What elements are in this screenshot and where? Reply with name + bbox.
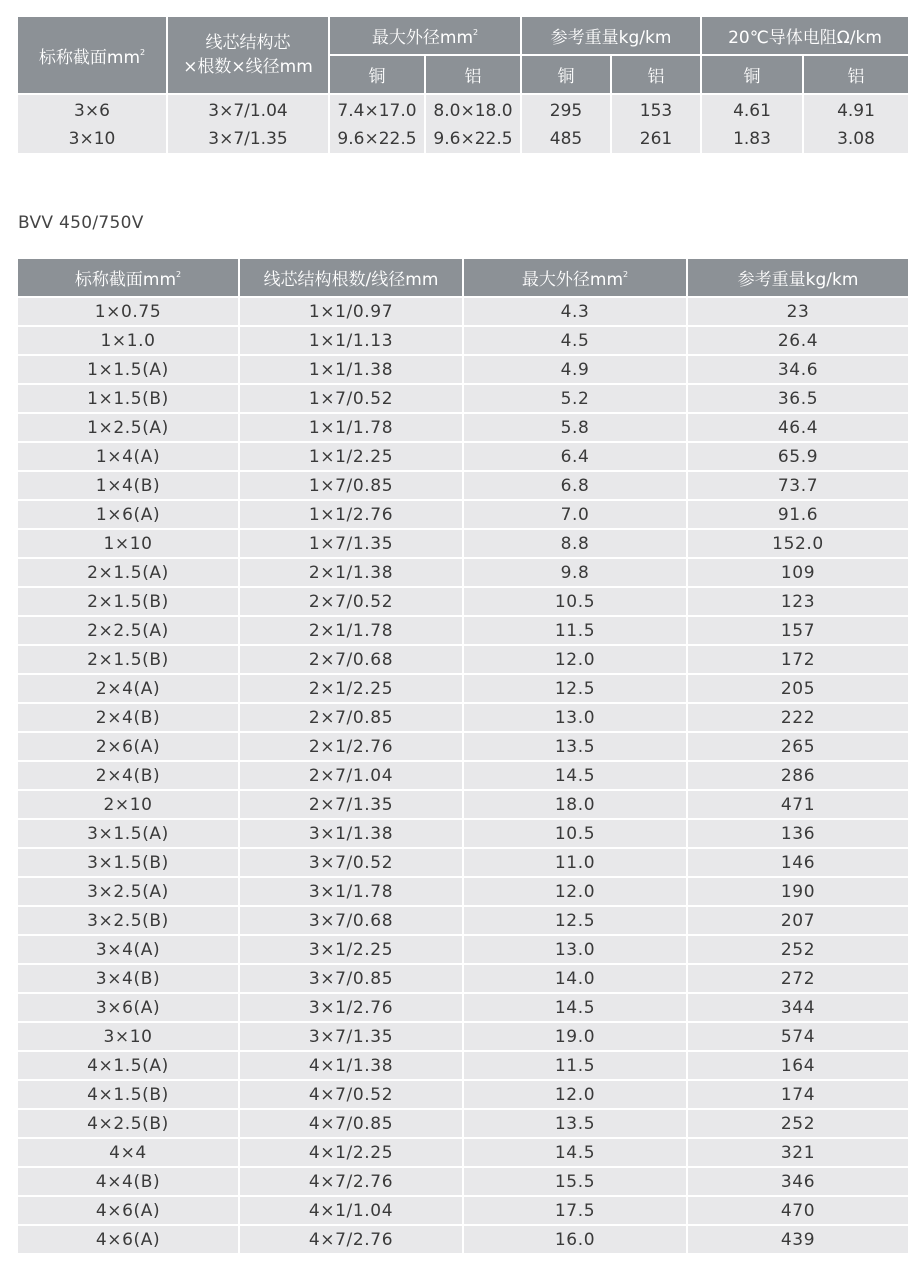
cell-nominal-section: 2×4(B) [18, 760, 240, 789]
cell-nominal-section: 3×6 [18, 95, 168, 125]
cell-reference-weight: 321 [688, 1137, 908, 1166]
cell-reference-weight: 136 [688, 818, 908, 847]
table-row [18, 731, 908, 760]
table-row [18, 818, 908, 847]
cell-reference-weight: 286 [688, 760, 908, 789]
cell-weight-copper: 295 [522, 95, 612, 125]
table-row [18, 412, 908, 441]
cell-core-structure: 2×1/2.25 [240, 673, 464, 702]
cell-core-structure: 4×7/2.76 [240, 1224, 464, 1253]
cell-max-outer-diameter: 11.5 [464, 615, 688, 644]
cell-nominal-section: 2×1.5(B) [18, 644, 240, 673]
subheader-resistance-copper: 铜 [702, 56, 804, 95]
cell-max-outer-diameter: 9.8 [464, 557, 688, 586]
header-reference-weight: 参考重量kg/km [522, 17, 702, 56]
cell-reference-weight: 73.7 [688, 470, 908, 499]
cell-core-structure: 3×7/0.85 [240, 963, 464, 992]
cell-nominal-section: 2×10 [18, 789, 240, 818]
cell-core-structure: 2×7/1.04 [240, 760, 464, 789]
cell-core-structure: 1×1/0.97 [240, 296, 464, 325]
table-row [18, 789, 908, 818]
header-reference-weight: 参考重量kg/km [688, 259, 908, 296]
cell-nominal-section: 1×4(B) [18, 470, 240, 499]
cell-reference-weight: 344 [688, 992, 908, 1021]
cell-nominal-section: 1×6(A) [18, 499, 240, 528]
table-row [18, 673, 908, 702]
cell-core-structure: 1×1/1.78 [240, 412, 464, 441]
cell-max-outer-diameter: 14.5 [464, 992, 688, 1021]
cell-od-aluminum: 9.6×22.5 [426, 125, 522, 153]
table-row [18, 586, 908, 615]
cell-nominal-section: 3×2.5(B) [18, 905, 240, 934]
cell-max-outer-diameter: 10.5 [464, 818, 688, 847]
table-row [18, 876, 908, 905]
cell-weight-aluminum: 261 [612, 125, 702, 153]
cell-reference-weight: 470 [688, 1195, 908, 1224]
cable-spec-table-bvv [18, 259, 908, 1253]
cell-max-outer-diameter: 17.5 [464, 1195, 688, 1224]
table-row [18, 963, 908, 992]
cell-core-structure: 1×1/1.13 [240, 325, 464, 354]
cell-reference-weight: 222 [688, 702, 908, 731]
cell-nominal-section: 3×1.5(A) [18, 818, 240, 847]
cell-nominal-section: 3×1.5(B) [18, 847, 240, 876]
cell-nominal-section: 3×10 [18, 1021, 240, 1050]
cell-resistance-copper: 4.61 [702, 95, 804, 125]
table-row [18, 470, 908, 499]
table-row [18, 441, 908, 470]
cell-max-outer-diameter: 10.5 [464, 586, 688, 615]
cell-max-outer-diameter: 13.0 [464, 702, 688, 731]
cell-max-outer-diameter: 14.0 [464, 963, 688, 992]
header-core-structure: 线芯结构根数/线径mm [240, 259, 464, 296]
cell-reference-weight: 146 [688, 847, 908, 876]
header-core-structure: 线芯结构芯 ×根数×线径mm [168, 17, 330, 95]
cell-core-structure: 1×7/1.35 [240, 528, 464, 557]
cell-core-structure: 2×7/1.35 [240, 789, 464, 818]
cell-resistance-copper: 1.83 [702, 125, 804, 153]
cell-core-structure: 4×1/1.38 [240, 1050, 464, 1079]
cell-nominal-section: 4×1.5(A) [18, 1050, 240, 1079]
cell-max-outer-diameter: 19.0 [464, 1021, 688, 1050]
table-row [18, 644, 908, 673]
table-row [18, 125, 908, 153]
cell-od-copper: 7.4×17.0 [330, 95, 426, 125]
cell-reference-weight: 207 [688, 905, 908, 934]
cell-core-structure: 3×1/1.78 [240, 876, 464, 905]
cell-core-structure: 4×7/0.85 [240, 1108, 464, 1137]
cell-core-structure: 2×7/0.52 [240, 586, 464, 615]
table-row [18, 1195, 908, 1224]
cell-nominal-section: 1×1.5(B) [18, 383, 240, 412]
table-row [18, 325, 908, 354]
cell-nominal-section: 1×0.75 [18, 296, 240, 325]
cell-reference-weight: 152.0 [688, 528, 908, 557]
cell-nominal-section: 3×4(B) [18, 963, 240, 992]
cell-core-structure: 1×7/0.52 [240, 383, 464, 412]
cell-max-outer-diameter: 12.0 [464, 1079, 688, 1108]
cell-nominal-section: 1×4(A) [18, 441, 240, 470]
cell-nominal-section: 3×6(A) [18, 992, 240, 1021]
cell-nominal-section: 3×4(A) [18, 934, 240, 963]
cell-core-structure: 3×7/1.35 [240, 1021, 464, 1050]
cell-reference-weight: 65.9 [688, 441, 908, 470]
cell-reference-weight: 471 [688, 789, 908, 818]
cell-reference-weight: 252 [688, 934, 908, 963]
header-max-outer-diameter: 最大外径$mm^2$ [464, 259, 688, 296]
cell-max-outer-diameter: 4.5 [464, 325, 688, 354]
subheader-weight-copper: 铜 [522, 56, 612, 95]
cell-core-structure: 2×7/0.68 [240, 644, 464, 673]
subheader-od-copper: 铜 [330, 56, 426, 95]
cell-nominal-section: 4×6(A) [18, 1224, 240, 1253]
cell-max-outer-diameter: 8.8 [464, 528, 688, 557]
table-row [18, 528, 908, 557]
cell-core-structure: 4×1/2.25 [240, 1137, 464, 1166]
table-row [18, 847, 908, 876]
cell-nominal-section: 2×1.5(A) [18, 557, 240, 586]
cell-core-structure: 4×1/1.04 [240, 1195, 464, 1224]
cell-nominal-section: 1×1.5(A) [18, 354, 240, 383]
header-nominal-section: 标称截面$mm^2$ [18, 259, 240, 296]
cell-max-outer-diameter: 11.5 [464, 1050, 688, 1079]
table-row [18, 1166, 908, 1195]
cell-resistance-aluminum: 4.91 [804, 95, 908, 125]
cell-reference-weight: 574 [688, 1021, 908, 1050]
cell-nominal-section: 3×10 [18, 125, 168, 153]
cell-max-outer-diameter: 13.0 [464, 934, 688, 963]
cell-reference-weight: 265 [688, 731, 908, 760]
table-row [18, 354, 908, 383]
cell-max-outer-diameter: 4.3 [464, 296, 688, 325]
cell-reference-weight: 109 [688, 557, 908, 586]
section-title: BVV 450/750V [18, 213, 144, 233]
cell-reference-weight: 46.4 [688, 412, 908, 441]
cell-reference-weight: 346 [688, 1166, 908, 1195]
cell-core-structure: 4×7/0.52 [240, 1079, 464, 1108]
cell-core-structure: 3×7/0.68 [240, 905, 464, 934]
cell-nominal-section: 4×4(B) [18, 1166, 240, 1195]
cell-reference-weight: 34.6 [688, 354, 908, 383]
cell-nominal-section: 3×2.5(A) [18, 876, 240, 905]
cell-nominal-section: 4×6(A) [18, 1195, 240, 1224]
table-row [18, 615, 908, 644]
cell-core-structure: 3×1/2.25 [240, 934, 464, 963]
cell-reference-weight: 439 [688, 1224, 908, 1253]
cell-max-outer-diameter: 4.9 [464, 354, 688, 383]
cell-weight-copper: 485 [522, 125, 612, 153]
cell-reference-weight: 205 [688, 673, 908, 702]
cell-max-outer-diameter: 6.8 [464, 470, 688, 499]
cell-reference-weight: 157 [688, 615, 908, 644]
cell-resistance-aluminum: 3.08 [804, 125, 908, 153]
cell-core-structure: 1×7/0.85 [240, 470, 464, 499]
cell-reference-weight: 190 [688, 876, 908, 905]
cell-core-structure: 2×7/0.85 [240, 702, 464, 731]
cable-spec-table-1 [18, 17, 908, 153]
cell-reference-weight: 252 [688, 1108, 908, 1137]
cell-nominal-section: 1×10 [18, 528, 240, 557]
table-row [18, 905, 908, 934]
cell-nominal-section: 1×2.5(A) [18, 412, 240, 441]
cell-od-aluminum: 8.0×18.0 [426, 95, 522, 125]
subheader-weight-aluminum: 铝 [612, 56, 702, 95]
cell-core-structure: 2×1/1.38 [240, 557, 464, 586]
cell-reference-weight: 123 [688, 586, 908, 615]
table-row [18, 992, 908, 1021]
cell-core-structure: 3×1/1.38 [240, 818, 464, 847]
cell-weight-aluminum: 153 [612, 95, 702, 125]
cell-core-structure: 3×7/1.35 [168, 125, 330, 153]
cell-nominal-section: 2×1.5(B) [18, 586, 240, 615]
cell-reference-weight: 272 [688, 963, 908, 992]
cell-max-outer-diameter: 12.5 [464, 905, 688, 934]
table-row [18, 1137, 908, 1166]
cell-max-outer-diameter: 11.0 [464, 847, 688, 876]
cell-reference-weight: 164 [688, 1050, 908, 1079]
cell-nominal-section: 4×2.5(B) [18, 1108, 240, 1137]
cell-max-outer-diameter: 12.0 [464, 644, 688, 673]
cell-od-copper: 9.6×22.5 [330, 125, 426, 153]
cell-core-structure: 1×1/2.25 [240, 441, 464, 470]
cell-max-outer-diameter: 6.4 [464, 441, 688, 470]
table-row [18, 1021, 908, 1050]
cell-max-outer-diameter: 12.0 [464, 876, 688, 905]
subheader-od-aluminum: 铝 [426, 56, 522, 95]
table-row [18, 702, 908, 731]
cell-core-structure: 3×7/0.52 [240, 847, 464, 876]
header-conductor-resistance: 20℃导体电阻Ω/km [702, 17, 908, 56]
subheader-resistance-aluminum: 铝 [804, 56, 908, 95]
table-row [18, 499, 908, 528]
cell-reference-weight: 91.6 [688, 499, 908, 528]
table-row [18, 1050, 908, 1079]
table-row [18, 934, 908, 963]
table-row [18, 383, 908, 412]
table-row [18, 1224, 908, 1253]
cell-max-outer-diameter: 14.5 [464, 1137, 688, 1166]
cell-core-structure: 2×1/2.76 [240, 731, 464, 760]
cell-reference-weight: 172 [688, 644, 908, 673]
table-row [18, 557, 908, 586]
cell-nominal-section: 1×1.0 [18, 325, 240, 354]
cell-reference-weight: 36.5 [688, 383, 908, 412]
cell-core-structure: 1×1/1.38 [240, 354, 464, 383]
table-row [18, 1079, 908, 1108]
cell-core-structure: 4×7/2.76 [240, 1166, 464, 1195]
cell-max-outer-diameter: 16.0 [464, 1224, 688, 1253]
cell-max-outer-diameter: 5.2 [464, 383, 688, 412]
cell-nominal-section: 2×2.5(A) [18, 615, 240, 644]
cell-max-outer-diameter: 12.5 [464, 673, 688, 702]
cell-max-outer-diameter: 18.0 [464, 789, 688, 818]
cell-nominal-section: 4×4 [18, 1137, 240, 1166]
cell-max-outer-diameter: 13.5 [464, 731, 688, 760]
cell-core-structure: 3×7/1.04 [168, 95, 330, 125]
cell-reference-weight: 174 [688, 1079, 908, 1108]
cell-nominal-section: 2×6(A) [18, 731, 240, 760]
table-row [18, 1108, 908, 1137]
header-nominal-section: 标称截面$mm^2$ [18, 17, 168, 95]
cell-max-outer-diameter: 5.8 [464, 412, 688, 441]
table-row [18, 296, 908, 325]
table-row [18, 760, 908, 789]
cell-core-structure: 1×1/2.76 [240, 499, 464, 528]
cell-nominal-section: 2×4(B) [18, 702, 240, 731]
table-row [18, 95, 908, 125]
cell-reference-weight: 26.4 [688, 325, 908, 354]
cell-core-structure: 2×1/1.78 [240, 615, 464, 644]
cell-max-outer-diameter: 14.5 [464, 760, 688, 789]
cell-reference-weight: 23 [688, 296, 908, 325]
cell-nominal-section: 4×1.5(B) [18, 1079, 240, 1108]
cell-nominal-section: 2×4(A) [18, 673, 240, 702]
cell-core-structure: 3×1/2.76 [240, 992, 464, 1021]
cell-max-outer-diameter: 15.5 [464, 1166, 688, 1195]
cell-max-outer-diameter: 7.0 [464, 499, 688, 528]
cell-max-outer-diameter: 13.5 [464, 1108, 688, 1137]
header-max-outer-diameter: 最大外径$mm^2$ [330, 17, 522, 56]
